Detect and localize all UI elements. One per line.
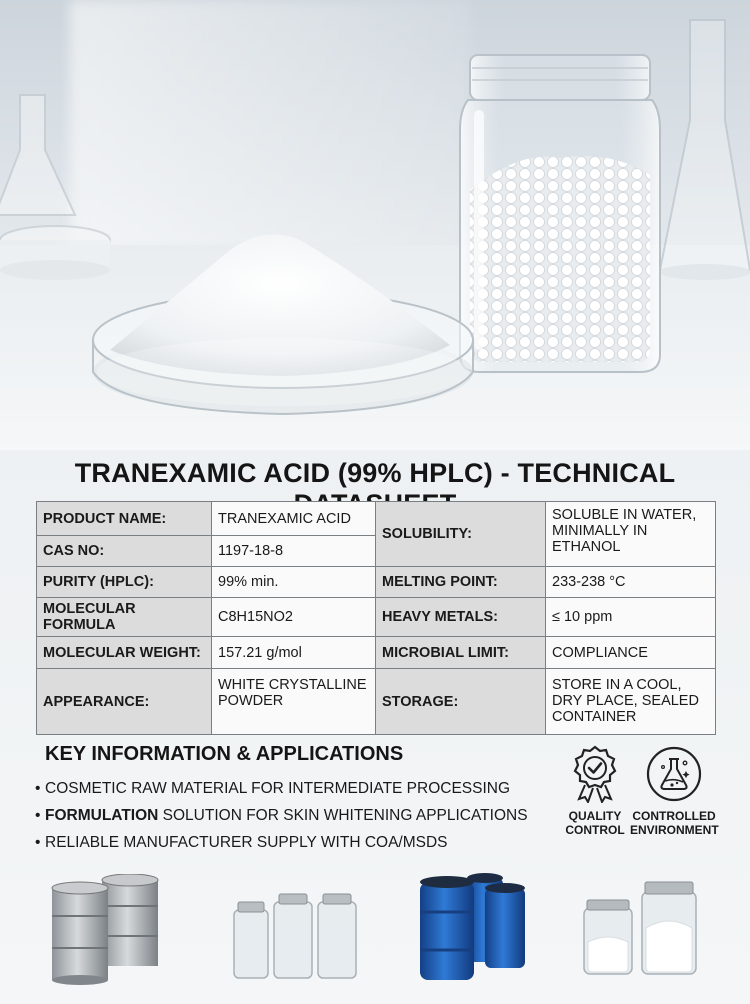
hero-illustration <box>0 0 750 450</box>
purity-value: 99% min. <box>212 567 376 598</box>
product-name-value: TRANEXAMIC ACID <box>212 502 376 536</box>
clear-glass-jars-image <box>230 892 360 984</box>
cas-no-value: 1197-18-8 <box>212 536 376 567</box>
controlled-badge-line1: CONTROLLED <box>632 809 716 823</box>
blue-plastic-drums-image <box>415 872 535 984</box>
quality-badge-line2: CONTROL <box>565 823 625 837</box>
bullet-glyph: • <box>35 780 41 797</box>
storage-label: STORAGE: <box>376 669 546 735</box>
list-item <box>35 805 528 832</box>
steel-drums-image <box>47 874 172 986</box>
application-bullet-list <box>35 778 528 859</box>
background-flask <box>0 95 110 280</box>
key-information-heading: KEY INFORMATION & APPLICATIONS <box>45 743 404 765</box>
controlled-badge-line2: ENVIRONMENT <box>630 823 719 837</box>
molecular-weight-value: 157.21 g/mol <box>212 637 376 669</box>
technical-datasheet-table <box>36 501 716 735</box>
powder-glass-jars-image <box>580 880 700 980</box>
list-item <box>35 832 528 859</box>
flask-icon <box>645 745 703 803</box>
table-row <box>37 598 716 637</box>
quality-control-badge <box>563 745 627 837</box>
molecular-formula-label: MOLECULAR FORMULA <box>37 598 212 637</box>
heavy-metals-value: ≤ 10 ppm <box>546 598 716 637</box>
bullet-glyph: • <box>35 834 41 851</box>
petri-dish-with-powder <box>93 234 473 414</box>
cas-no-label: CAS NO: <box>37 536 212 567</box>
heavy-metals-label: HEAVY METALS: <box>376 598 546 637</box>
melting-point-label: MELTING POINT: <box>376 567 546 598</box>
purity-label: PURITY (HPLC): <box>37 567 212 598</box>
glass-jar-with-granules <box>460 55 660 372</box>
hero-product-photo <box>0 0 750 450</box>
background-beaker <box>659 20 750 280</box>
solubility-value: SOLUBLE IN WATER, MINIMALLY IN ETHANOL <box>546 502 716 567</box>
bullet-bold-text: FORMULATION <box>45 807 159 824</box>
appearance-label: APPEARANCE: <box>37 669 212 735</box>
solubility-label: SOLUBILITY: <box>376 502 546 567</box>
packaging-gallery <box>0 862 750 1004</box>
microbial-limit-label: MICROBIAL LIMIT: <box>376 637 546 669</box>
table-row <box>37 567 716 598</box>
bullet-text: RELIABLE MANUFACTURER SUPPLY WITH COA/MSDS <box>45 834 448 851</box>
page-title: TRANEXAMIC ACID (99% HPLC) - TECHNICAL <box>74 458 676 488</box>
storage-value: STORE IN A COOL, DRY PLACE, SEALED CONTAINER <box>546 669 716 735</box>
molecular-weight-label: MOLECULAR WEIGHT: <box>37 637 212 669</box>
table-row <box>37 637 716 669</box>
controlled-environment-badge <box>630 745 718 837</box>
bullet-text: SOLUTION FOR SKIN WHITENING APPLICATIONS <box>158 807 528 824</box>
molecular-formula-value: C8H15NO2 <box>212 598 376 637</box>
list-item <box>35 778 528 805</box>
product-name-label: PRODUCT NAME: <box>37 502 212 536</box>
table-row <box>37 669 716 735</box>
table-row <box>37 502 716 536</box>
bullet-glyph: • <box>35 807 41 824</box>
microbial-limit-value: COMPLIANCE <box>546 637 716 669</box>
bullet-text: COSMETIC RAW MATERIAL FOR INTERMEDIATE PROCESSING <box>45 780 511 797</box>
appearance-value: WHITE CRYSTALLINE POWDER <box>212 669 376 735</box>
quality-badge-line1: QUALITY <box>568 809 622 823</box>
quality-seal-icon <box>569 745 621 803</box>
melting-point-value: 233-238 °C <box>546 567 716 598</box>
